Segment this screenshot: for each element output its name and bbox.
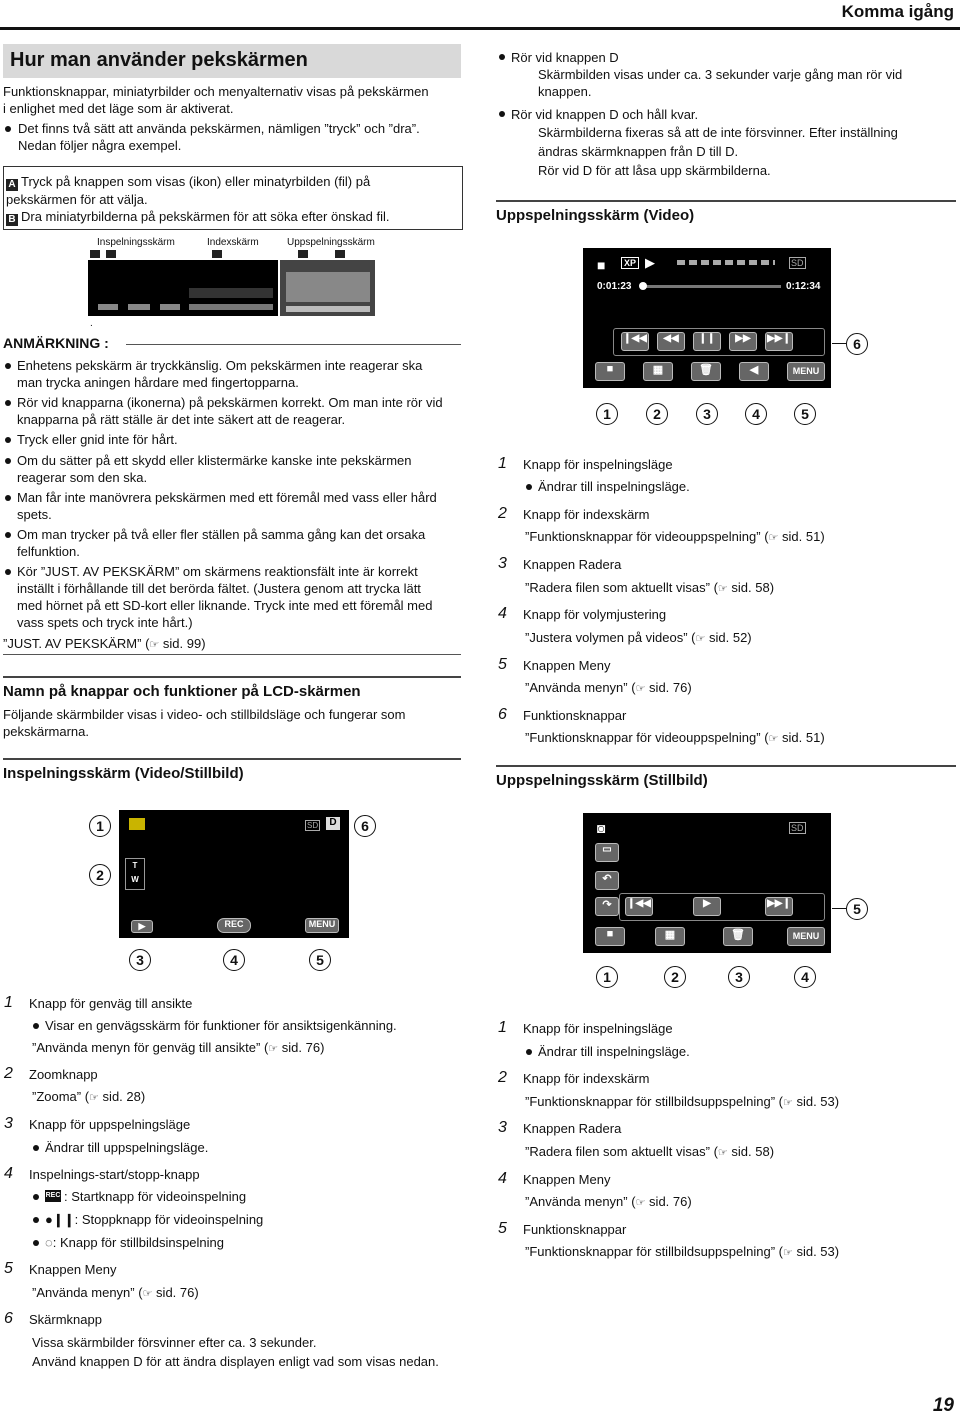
list-bullet (526, 484, 532, 490)
d-item-head: Rör vid knappen D (511, 50, 619, 65)
list-label: Knapp för indexskärm (523, 1071, 650, 1086)
list-label: Knappen Radera (523, 557, 622, 572)
thumb-marker-a (298, 250, 308, 258)
index-button[interactable]: ▦ (655, 927, 685, 946)
list-reference[interactable]: ”Använda menyn för genväg till ansikte” (☞ sid. 76) (32, 1040, 325, 1055)
reference-arrow-icon: ☞ (89, 1092, 99, 1104)
list-number: 1 (498, 455, 507, 472)
list-detail: Ändrar till uppspelningsläge. (45, 1140, 209, 1155)
video-camera-icon: ■ (597, 257, 606, 273)
list-label: Knapp för inspelningsläge (523, 1021, 673, 1036)
list-reference[interactable]: ”Använda menyn” (☞ sid. 76) (525, 1194, 692, 1209)
list-detail: Ändrar till inspelningsläge. (538, 1044, 690, 1059)
still-camera-icon: ◙ (597, 820, 606, 836)
video-screen (583, 248, 831, 388)
list-reference[interactable]: ”Använda menyn” (☞ sid. 76) (525, 680, 692, 695)
list-label: Funktionsknappar (523, 1222, 627, 1237)
list-number: 6 (4, 1310, 13, 1327)
note-line: vass spets och tryck inte hårt.) (17, 615, 193, 630)
note-line: Kör ”JUST. AV PEKSKÄRM” om skärmens reaktionsfält inte är korrekt (17, 564, 418, 579)
list-number: 3 (498, 1119, 507, 1136)
example-b-line: Dra miniatyrbilderna på pekskärmen för att söka efter önskad fil. (21, 209, 390, 224)
list-label: Knapp för genväg till ansikte (29, 996, 193, 1011)
callout-1: 1 (596, 403, 618, 425)
list-bullet (33, 1145, 39, 1151)
slideshow-button[interactable]: ▭ (595, 843, 619, 862)
d-item-body: Skärmbilden visas under ca. 3 sekunder varje gång man rör vid knappen. (538, 67, 903, 99)
list-number: 1 (498, 1019, 507, 1036)
callout-4: 4 (745, 403, 767, 425)
callout-2: 2 (664, 966, 686, 988)
note-end-rule (3, 654, 461, 655)
list-number: 2 (498, 1069, 507, 1086)
d-item-head: Rör vid knappen D och håll kvar. (511, 107, 699, 122)
thumb-marker-b (106, 250, 116, 258)
lcd-desc (3, 706, 405, 740)
note-rule (126, 344, 461, 345)
thumb-index-screen (183, 260, 278, 316)
list-bullet (33, 1023, 39, 1029)
section-title: Hur man använder pekskärmen (10, 49, 308, 71)
list-detail: Visar en genvägsskärm för funktioner för ansiktsigenkänning. (45, 1018, 397, 1033)
note-item (17, 489, 437, 523)
previous-button[interactable]: ❙◀◀ (625, 897, 653, 916)
list-reference[interactable]: ”Justera volymen på videos” (☞ sid. 52) (525, 630, 752, 645)
note-line: man trycka aningen hårdare med fingertopparna. (17, 375, 299, 390)
lcd-title: Namn på knappar och funktioner på LCD-skärmen (3, 683, 361, 700)
bullet-line: Det finns två sätt att använda pekskärmen, nämligen ”tryck” och ”dra”. (18, 121, 420, 136)
callout-6: 6 (354, 815, 376, 837)
reference-arrow-icon: ☞ (149, 639, 160, 651)
reference-arrow-icon: ☞ (717, 1147, 728, 1159)
list-label: Knappen Meny (29, 1262, 117, 1277)
video-rule (496, 200, 956, 202)
note-line: spets. (17, 507, 52, 522)
next-button[interactable]: ▶▶❙ (765, 897, 793, 916)
callout-5: 5 (309, 949, 331, 971)
note-line: Om man trycker på två eller fler ställen på samma gång kan det orsaka (17, 527, 426, 542)
display-d-button[interactable]: D (326, 817, 340, 830)
callout-1: 1 (89, 815, 111, 837)
list-reference[interactable]: ”Funktionsknappar för videouppspelning” (☞ sid. 51) (525, 529, 825, 544)
still-screen (583, 813, 831, 953)
list-label: Knapp för indexskärm (523, 507, 650, 522)
video-title: Uppspelningsskärm (Video) (496, 207, 695, 224)
d-bullet (499, 54, 505, 60)
reference-arrow-icon: ☞ (717, 583, 728, 595)
list-number: 1 (4, 994, 13, 1011)
rotate-right-button[interactable]: ↷ (595, 897, 619, 916)
list-bullet (33, 1194, 39, 1200)
delete-button[interactable]: 🗑 (691, 362, 721, 381)
note-item (17, 431, 178, 448)
volume-button[interactable]: ◀ (739, 362, 769, 381)
note-bullet (5, 458, 11, 464)
sd-indicator: SD (791, 823, 804, 833)
note-item (17, 526, 425, 560)
note-bullet (5, 532, 11, 538)
note-item (17, 563, 432, 631)
list-bullet (33, 1217, 39, 1223)
letter-a-badge: A (6, 179, 18, 191)
time-current: 0:01:23 (597, 281, 632, 292)
list-reference[interactable]: ”Radera filen som aktuellt visas” (☞ sid. 58) (525, 580, 775, 595)
thumb-play-screen (280, 260, 375, 316)
d-item-body: Skärmbilderna fixeras så att de inte försvinner. Efter inställning ändras skärmknappen från D till D. Rör vid D för att låsa upp skärmbilderna. (538, 125, 898, 178)
list-label: Knappen Meny (523, 1172, 611, 1187)
thumb-label-play: Uppspelningsskärm (287, 237, 375, 248)
note-line: med hörnet på ett SD-kort eller liknande. Tryck inte med ett föremål med (17, 598, 433, 613)
note-line: Man får inte manövrera pekskärmen med ett föremål med vass eller hård (17, 490, 437, 505)
list-number: 5 (498, 656, 507, 673)
note-line: knapparna på rätt ställe är det inte säkert att de reagerar. (17, 412, 346, 427)
example-a-line: pekskärmen för att välja. (6, 192, 148, 207)
list-number: 2 (4, 1065, 13, 1082)
callout-6: 6 (846, 333, 868, 355)
playback-mode-button[interactable]: ▶ (131, 920, 153, 933)
list-number: 4 (498, 1170, 507, 1187)
list-detail: Använd knappen D för att ändra displayen enligt vad som visas nedan. (32, 1354, 439, 1369)
list-number: 4 (498, 605, 507, 622)
thumb-label-rec: Inspelningsskärm (97, 237, 175, 248)
record-mode-button[interactable]: ■ (595, 927, 625, 946)
skip-back-button[interactable]: ❙◀◀ (621, 332, 649, 351)
still-title: Uppspelningsskärm (Stillbild) (496, 772, 708, 789)
reference-arrow-icon: ☞ (635, 683, 646, 695)
chapter-title: Komma igång (841, 2, 954, 21)
header-rule (0, 27, 960, 30)
menu-button[interactable]: MENU (787, 927, 825, 946)
note-bullet (5, 569, 11, 575)
shutter-icon: ◌ (45, 1235, 53, 1250)
menu-button[interactable]: MENU (787, 362, 825, 381)
list-number: 5 (4, 1260, 13, 1277)
note-bullet (5, 363, 11, 369)
rec-start-stop-button[interactable]: REC (217, 918, 251, 933)
rotate-left-button[interactable]: ↶ (595, 871, 619, 890)
index-button[interactable]: ▦ (643, 362, 673, 381)
callout-3: 3 (696, 403, 718, 425)
callout-line (832, 343, 846, 344)
reference-arrow-icon: ☞ (142, 1288, 153, 1300)
note-reference[interactable]: ”JUST. AV PEKSKÄRM” (☞ sid. 99) (3, 636, 206, 651)
forward-button[interactable]: ▶▶ (729, 332, 757, 351)
callout-line (832, 908, 846, 909)
list-label: Inspelnings-start/stopp-knapp (29, 1167, 200, 1182)
filename-bar (677, 260, 775, 265)
record-mode-button[interactable]: ■ (595, 362, 625, 381)
list-label: Funktionsknappar (523, 708, 627, 723)
note-bullet (5, 495, 11, 501)
play-state-icon: ▶ (645, 255, 655, 270)
reference-arrow-icon: ☞ (768, 532, 779, 544)
intro-line: Funktionsknappar, miniatyrbilder och menyalternativ visas på pekskärmen (3, 84, 429, 99)
list-reference[interactable]: ”Zooma” (☞ sid. 28) (32, 1089, 146, 1104)
list-bullet (33, 1240, 39, 1246)
seek-handle[interactable] (639, 282, 647, 290)
list-reference[interactable]: ”Funktionsknappar för stillbildsuppspelning” (☞ sid. 53) (525, 1094, 840, 1109)
example-b (6, 208, 390, 226)
thumb-marker-a (90, 250, 100, 258)
zoom-button[interactable]: T W (125, 858, 145, 890)
face-shortcut-icon[interactable] (129, 818, 145, 830)
note-line: reagerar som den ska. (17, 470, 148, 485)
list-label: Knappen Radera (523, 1121, 622, 1136)
list-number: 4 (4, 1165, 13, 1182)
list-reference[interactable]: ”Funktionsknappar för stillbildsuppspelning” (☞ sid. 53) (525, 1244, 840, 1259)
lcd-desc-line: Följande skärmbilder visas i video- och stillbildsläge och fungerar som (3, 707, 406, 722)
list-reference[interactable]: ”Radera filen som aktuellt visas” (☞ sid. 58) (525, 1144, 775, 1159)
callout-5: 5 (794, 403, 816, 425)
list-detail: Ändrar till inspelningsläge. (538, 479, 690, 494)
note-bullet (5, 437, 11, 443)
section-title-bar (3, 44, 461, 78)
reference-arrow-icon: ☞ (635, 1197, 646, 1209)
delete-button[interactable]: 🗑 (723, 927, 753, 946)
list-detail: REC : Startknapp för videoinspelning (45, 1189, 247, 1204)
note-item (17, 394, 443, 428)
list-label: Knappen Meny (523, 658, 611, 673)
menu-button[interactable]: MENU (305, 918, 339, 933)
sd-indicator: SD (307, 821, 319, 830)
callout-2: 2 (646, 403, 668, 425)
note-title: ANMÄRKNING : (3, 335, 109, 351)
rec-start-icon: REC (45, 1190, 61, 1202)
callout-2: 2 (89, 864, 111, 886)
note-item (17, 357, 422, 391)
callout-3: 3 (129, 949, 151, 971)
note-line: Tryck eller gnid inte för hårt. (17, 432, 178, 447)
quality-badge: XP (621, 257, 639, 269)
rec-stop-icon: ●❙❙ (45, 1212, 75, 1227)
note-line: felfunktion. (17, 544, 80, 559)
reference-arrow-icon: ☞ (268, 1043, 279, 1055)
seek-bar[interactable] (641, 285, 781, 288)
lcd-rule (3, 676, 461, 678)
note-line: Om du sätter på ett skydd eller klistermärke kanske inte pekskärmen (17, 453, 412, 468)
thumb-marker-b (335, 250, 345, 258)
reference-arrow-icon: ☞ (768, 733, 779, 745)
note-line: Rör vid knapparna (ikonerna) på pekskärmen korrekt. Om man inte rör vid (17, 395, 443, 410)
reference-arrow-icon: ☞ (695, 633, 706, 645)
list-label: Zoomknapp (29, 1067, 98, 1082)
pause-button[interactable]: ❙❙ (693, 332, 721, 351)
thumb-rec-screen (88, 260, 183, 316)
intro-text (3, 83, 429, 117)
list-detail: Vissa skärmbilder försvinner efter ca. 3 sekunder. (32, 1335, 317, 1350)
note-bullet (5, 400, 11, 406)
rewind-button[interactable]: ◀◀ (657, 332, 685, 351)
list-number: 6 (498, 706, 507, 723)
reference-arrow-icon: ☞ (782, 1097, 793, 1109)
note-line: inställt i förhållande till det berörda fältet. (Justera genom att trycka lätt (17, 581, 421, 596)
list-label: Knapp för uppspelningsläge (29, 1117, 191, 1132)
callout-4: 4 (794, 966, 816, 988)
still-rule (496, 765, 956, 767)
rec-title: Inspelningsskärm (Video/Stillbild) (3, 765, 244, 782)
play-button[interactable]: ▶ (693, 897, 721, 916)
bullet-dot (5, 126, 11, 132)
list-detail: ●❙❙: Stoppknapp för videoinspelning (45, 1212, 264, 1227)
lcd-desc-line: pekskärmarna. (3, 724, 89, 739)
list-detail: ◌: Knapp för stillbildsinspelning (45, 1235, 225, 1250)
list-number: 3 (4, 1115, 13, 1132)
rec-rule (3, 758, 461, 760)
list-label: Knapp för inspelningsläge (523, 457, 673, 472)
list-number: 2 (498, 505, 507, 522)
skip-forward-button[interactable]: ▶▶❙ (765, 332, 793, 351)
list-number: 3 (498, 555, 507, 572)
note-line: Enhetens pekskärm är tryckkänslig. Om pekskärmen inte reagerar ska (17, 358, 423, 373)
callout-3: 3 (728, 966, 750, 988)
example-a-line: Tryck på knappen som visas (ikon) eller minatyrbilden (fil) på (21, 174, 371, 189)
list-reference[interactable]: ”Använda menyn” (☞ sid. 76) (32, 1285, 199, 1300)
callout-1: 1 (596, 966, 618, 988)
reference-arrow-icon: ☞ (782, 1247, 793, 1259)
bullet-line: Nedan följer några exempel. (18, 138, 182, 153)
sd-indicator: SD (791, 258, 804, 268)
d-bullet (499, 111, 505, 117)
thumb-dot: . (90, 318, 93, 329)
callout-5: 5 (846, 898, 868, 920)
callout-4: 4 (223, 949, 245, 971)
list-reference[interactable]: ”Funktionsknappar för videouppspelning” (☞ sid. 51) (525, 730, 825, 745)
list-label: Knapp för volymjustering (523, 607, 667, 622)
bullet-text (18, 120, 420, 154)
note-item (17, 452, 412, 486)
example-a (6, 173, 370, 208)
thumb-label-index: Indexskärm (207, 237, 259, 248)
thumb-marker-a (212, 250, 222, 258)
list-bullet (526, 1049, 532, 1055)
intro-line: i enlighet med det läge som är aktiverat. (3, 101, 234, 116)
list-label: Skärmknapp (29, 1312, 102, 1327)
page-number: 19 (932, 1395, 954, 1416)
rec-screen (119, 810, 349, 938)
list-number: 5 (498, 1220, 507, 1237)
letter-b-badge: B (6, 214, 18, 226)
time-total: 0:12:34 (786, 281, 821, 292)
